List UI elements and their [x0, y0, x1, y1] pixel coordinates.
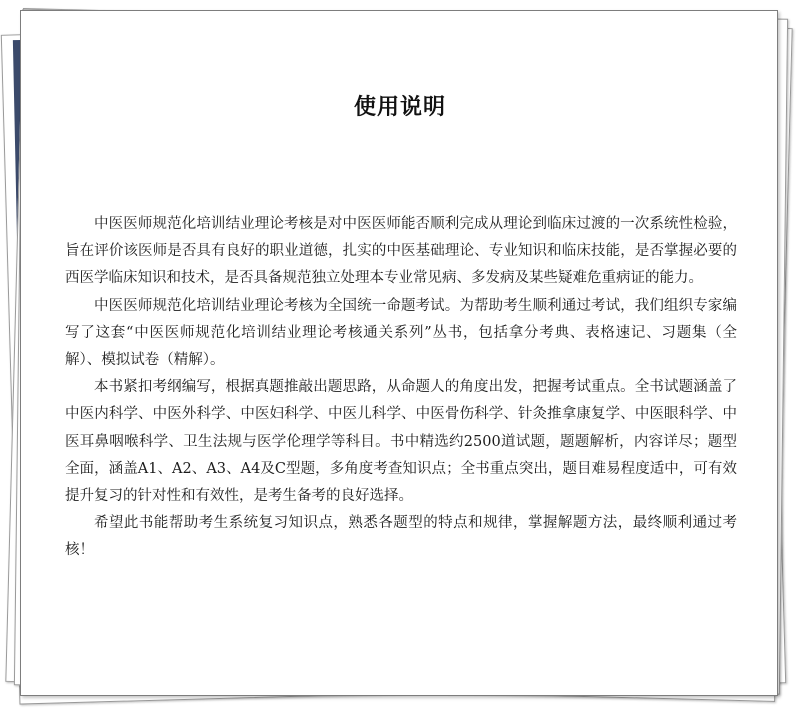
front-page: [20, 10, 778, 696]
paragraph-3: 本书紧扣考纲编写，根据真题推敲出题思路，从命题人的角度出发，把握考试重点。全书试题涵盖了中医内科学、中医外科学、中医妇科学、中医儿科学、中医骨伤科学、针灸推拿康复学、中医眼科学、中医耳鼻咽喉科学、卫生法规与医学伦理学等科目。书中精选约2500道试题，题题解析，内容详尽；题型全面，涵盖A1、A2、A3、A4及C型题，多角度考查知识点；全书重点突出，题目难易程度适中，可有效提升复习的针对性和有效性，是考生备考的良好选择。: [65, 379, 737, 505]
page-title: 使用说明: [353, 94, 446, 120]
paragraph-2: 中医医师规范化培训结业理论考核为全国统一命题考试。为帮助考生顺利通过考试，我们组织专家编写了这套“中医医师规范化培训结业理论考核通关系列”丛书，包括拿分考典、表格速记、习题集（全解）、模拟试卷（精解）。: [65, 297, 737, 369]
page-body: [65, 211, 737, 565]
paragraph-1: 中医医师规范化培训结业理论考核是对中医医师能否顺利完成从理论到临床过渡的一次系统性检验，旨在评价该医师是否具有良好的职业道德，扎实的中医基础理论、专业知识和临床技能，是否掌握必要的西医学临床知识和技术，是否具备规范独立处理本专业常见病、多发病及某些疑难危重病证的能力。: [65, 216, 737, 287]
paragraph-4: 希望此书能帮助考生系统复习知识点，熟悉各题型的特点和规律，掌握解题方法，最终顺利通过考核！: [65, 515, 737, 559]
